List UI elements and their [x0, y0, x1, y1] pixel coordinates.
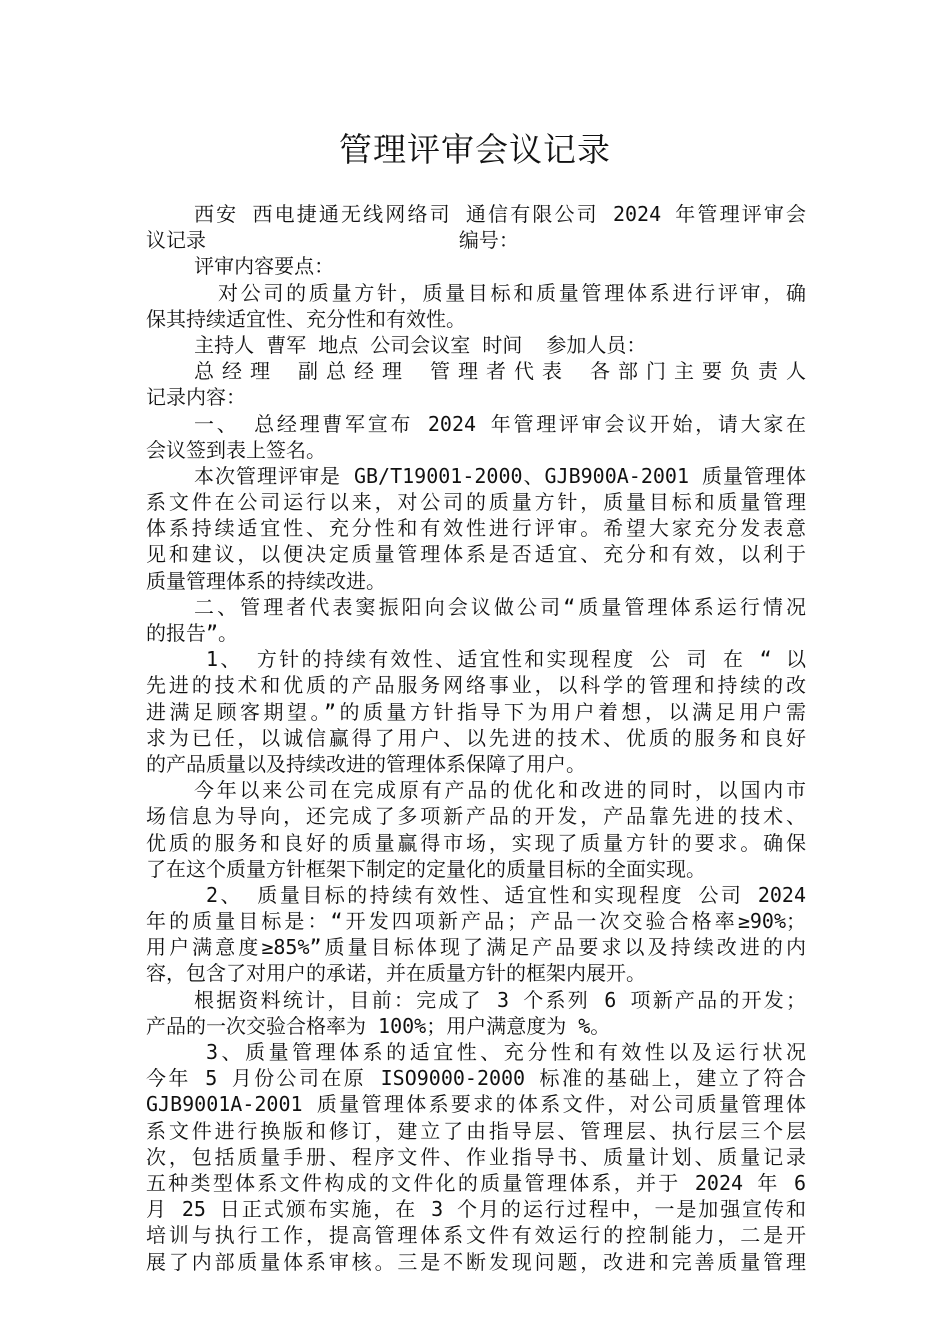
- text-line: 进满足顾客期望。”的质量方针指导下为用户着想，以满足用户需: [146, 699, 806, 724]
- text-line: 先进的技术和优质的产品服务网络事业，以科学的管理和持续的改: [146, 673, 806, 698]
- text-line: 2、 质量目标的持续有效性、适宜性和实现程度 公司 2024: [206, 882, 806, 907]
- text-line: 的报告”。: [146, 621, 239, 645]
- text-line: 3、质量管理体系的适宜性、充分性和有效性以及运行状况: [206, 1040, 806, 1064]
- text-line: GJB9001A-2001 质量管理体系要求的体系文件，对公司质量管理体: [146, 1092, 806, 1117]
- text-line: 今年 5 月份公司在原 ISO9000-2000 标准的基础上，建立了符合: [146, 1066, 806, 1091]
- text-line: 一、 总经理曹军宣布 2024 年管理评审会议开始，请大家在: [194, 411, 806, 436]
- text-line: 优质的服务和良好的质量赢得市场，实现了质量方针的要求。确保: [146, 830, 806, 855]
- text-line: 会议签到表上签名。: [146, 437, 326, 462]
- text-line: 展了内部质量体系审核。三是不断发现问题，改进和完善质量管理: [146, 1249, 806, 1274]
- text-line: 用户满意度≥85%”质量目标体现了满足产品要求以及持续改进的内: [146, 935, 806, 960]
- text-line: 年的质量目标是：“开发四项新产品；产品一次交验合格率≥90%；: [146, 909, 806, 934]
- text-line: 1、 方针的持续有效性、适宜性和实现程度 公 司 在 “ 以: [206, 647, 806, 672]
- text-line: 根据资料统计，目前：完成了 3 个系列 6 项新产品的开发；: [194, 987, 806, 1012]
- text-line: 容，包含了对用户的承诺，并在质量方针的框架内展开。: [146, 961, 646, 986]
- text-line: 今年以来公司在完成原有产品的优化和改进的同时，以国内市: [194, 778, 806, 803]
- text-line: 系文件在公司运行以来，对公司的质量方针，质量目标和质量管理: [146, 490, 806, 515]
- text-line: 五种类型体系文件构成的文件化的质量管理体系，并于 2024 年 6: [146, 1170, 806, 1195]
- text-line: 了在这个质量方针框架下制定的定量化的质量目标的全面实现。: [146, 856, 706, 881]
- document-body: [146, 201, 806, 1275]
- text-line: 见和建议，以便决定质量管理体系是否适宜、充分和有效，以利于: [146, 542, 806, 567]
- text-line: 记录内容：: [146, 385, 246, 410]
- text-line: 体系持续适宜性、充分性和有效性进行评审。希望大家充分发表意: [146, 516, 806, 541]
- text-line: 本次管理评审是 GB/T19001-2000、GJB900A-2001 质量管理体: [194, 463, 806, 488]
- text-line: 保其持续适宜性、充分性和有效性。: [146, 306, 466, 331]
- text-line: 主持人 曹军 地点 公司会议室 时间 参加人员：: [146, 332, 647, 357]
- text-line: 场信息为导向，还完成了多项新产品的开发，产品靠先进的技术、: [146, 804, 806, 829]
- text-line: 培训与执行工作，提高管理体系文件有效运行的控制能力，二是开: [146, 1223, 806, 1248]
- text-line: 总经理 副总经理 管理者代表 各部门主要负责人: [194, 359, 806, 384]
- text-line: 西安 西电捷通无线网络司 通信有限公司 2024 年管理评审会: [194, 202, 806, 226]
- text-line: 对公司的质量方针，质量目标和质量管理体系进行评审，确: [218, 280, 806, 305]
- text-line: 次，包括质量手册、程序文件、作业指导书、质量计划、质量记录: [146, 1144, 806, 1169]
- text-line: 二、管理者代表窦振阳向会议做公司“质量管理体系运行情况: [194, 594, 806, 619]
- text-line: 的产品质量以及持续改进的管理体系保障了用户。: [146, 751, 586, 776]
- text-line: 月 25 日正式颁布实施，在 3 个月的运行过程中，一是加强宣传和: [146, 1197, 806, 1222]
- text-line: 议记录 编号：: [146, 228, 519, 253]
- text-line: 求为已任，以诚信赢得了用户、以先进的技术、优质的服务和良好: [146, 725, 806, 750]
- text-line: 评审内容要点：: [146, 254, 335, 279]
- text-line: 产品的一次交验合格率为 100%；用户满意度为 %。: [146, 1013, 611, 1038]
- page-title: 管理评审会议记录: [339, 130, 611, 169]
- text-line: 系文件进行换版和修订，建立了由指导层、管理层、执行层三个层: [146, 1118, 806, 1143]
- text-line: 质量管理体系的持续改进。: [146, 568, 386, 593]
